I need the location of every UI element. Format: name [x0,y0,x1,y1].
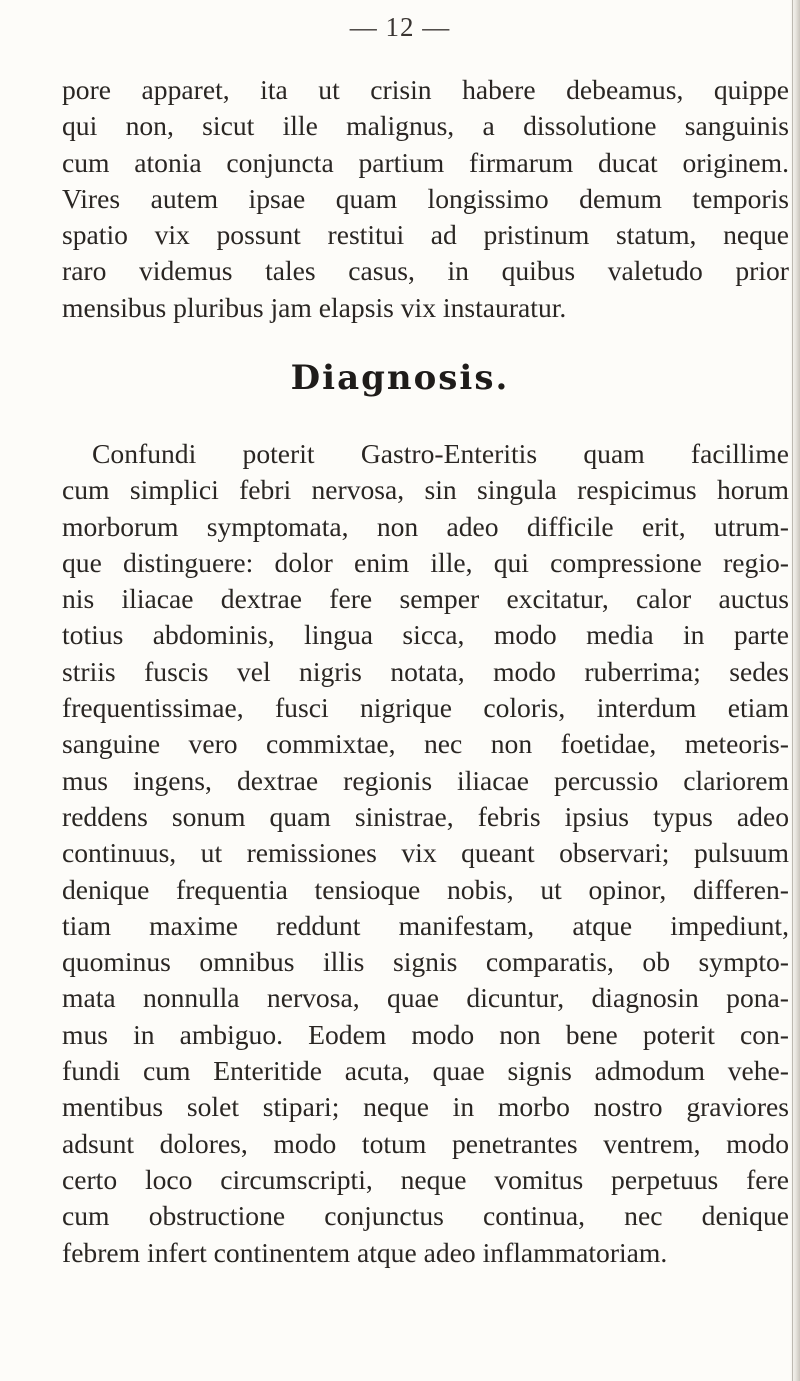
text-line: que distinguere: dolor enim ille, qui compressione regio- [62,546,789,578]
text-line: certo loco circumscripti, neque vomitus perpetuus fere [62,1163,789,1195]
page-number-header: — 12 — [349,12,451,42]
section-heading-diagnosis: Diagnosis. [290,358,510,398]
page-edge-line [792,0,793,1381]
text-line: spatio vix possunt restitui ad pristinum statum, neque [62,219,789,251]
text-line: mentibus solet stipari; neque in morbo nostro graviores [62,1091,789,1123]
text-line: mus in ambiguo. Eodem modo non bene poterit con- [62,1018,789,1050]
text-line: pore apparet, ita ut crisin habere debeamus, quippe [62,74,789,105]
text-line: reddens sonum quam sinistrae, febris ipsius typus adeo [62,800,789,832]
text-line: cum atonia conjuncta partium firmarum ducat originem. [62,146,789,178]
text-line: continuus, ut remissiones vix queant observari; pulsuum [62,837,789,869]
text-line: fundi cum Enteritide acuta, quae signis admodum vehe- [62,1055,789,1087]
text-line: sanguine vero commixtae, nec non foetidae, meteoris- [62,728,789,760]
text-line: striis fuscis vel nigris notata, modo ruberrima; sedes [62,655,789,687]
text-line: raro videmus tales casus, in quibus valetudo prior [62,255,789,287]
text-line: cum simplici febri nervosa, sin singula respicimus horum [62,474,789,506]
text-line: quominus omnibus illis signis comparatis, ob sympto- [62,946,789,978]
text-line: nis iliacae dextrae fere semper excitatur, calor auctus [62,583,789,615]
text-line: cum obstructione conjunctus continua, nec denique [62,1200,789,1232]
text-line: mata nonnulla nervosa, quae dicuntur, diagnosin pona- [62,982,789,1014]
text-line: Vires autem ipsae quam longissimo demum temporis [62,182,789,214]
text-line: Confundi poterit Gastro-Enteritis quam facillime [92,438,789,469]
text-line: mensibus pluribus jam elapsis vix instauratur. [62,291,567,323]
paragraph-prognosis-end [62,72,789,326]
text-line: morborum symptomata, non adeo difficile erit, utrum- [62,510,789,542]
paragraph-diagnosis [62,436,789,1271]
text-line: frequentissimae, fusci nigrique coloris, interdum etiam [62,692,789,724]
text-line: adsunt dolores, modo totum penetrantes ventrem, modo [62,1127,789,1159]
text-line: febrem infert continentem atque adeo inflammatoriam. [62,1236,668,1268]
text-line: totius abdominis, lingua sicca, modo media in parte [62,619,789,651]
text-line: denique frequentia tensioque nobis, ut opinor, differen- [62,873,789,905]
text-line: tiam maxime reddunt manifestam, atque impediunt, [62,909,789,941]
text-line: mus ingens, dextrae regionis iliacae percussio clariorem [62,764,789,796]
text-line: qui non, sicut ille malignus, a dissolutione sanguinis [62,110,789,142]
